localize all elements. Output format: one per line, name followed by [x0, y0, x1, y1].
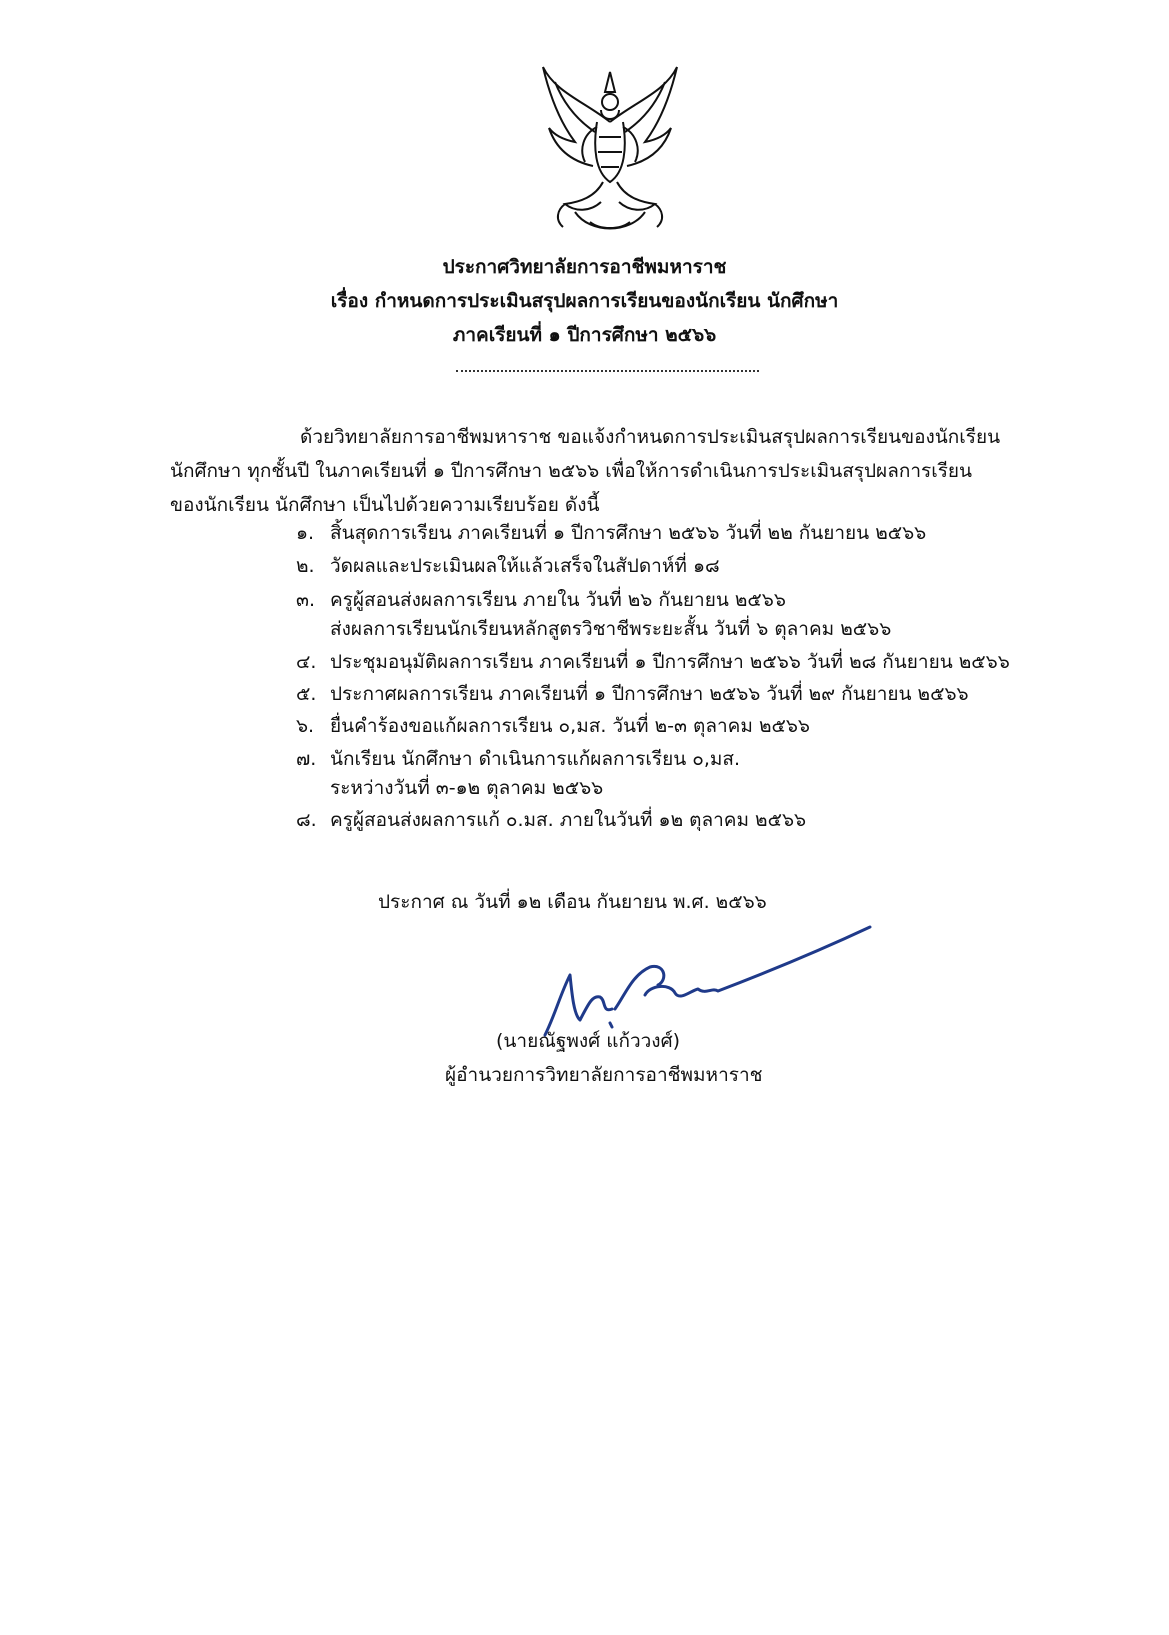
list-item-text-continued: ระหว่างวันที่ ๓-๑๒ ตุลาคม ๒๕๖๖: [330, 777, 604, 799]
list-item-text: ครูผู้สอนส่งผลการเรียน ภายใน วันที่ ๒๖ กันยายน ๒๕๖๖: [330, 589, 786, 611]
list-item-text: ประกาศผลการเรียน ภาคเรียนที่ ๑ ปีการศึกษา ๒๕๖๖ วันที่ ๒๙ กันยายน ๒๕๖๖: [330, 683, 969, 705]
list-item-number: ๘.: [296, 809, 317, 831]
list-item-text: ยื่นคำร้องขอแก้ผลการเรียน ๐,มส. วันที่ ๒-๓ ตุลาคม ๒๕๖๖: [330, 715, 810, 737]
list-item-number: ๑.: [296, 522, 315, 544]
list-item-text: วัดผลและประเมินผลให้แล้วเสร็จในสัปดาห์ที่ ๑๘: [330, 555, 720, 577]
dotted-divider: [456, 370, 759, 372]
intro-line-2: นักศึกษา ทุกชั้นปี ในภาคเรียนที่ ๑ ปีการศึกษา ๒๕๖๖ เพื่อให้การดำเนินการประเมินสรุปผลการเรียน: [170, 460, 973, 482]
announce-date: ประกาศ ณ วันที่ ๑๒ เดือน กันยายน พ.ศ. ๒๕๖๖: [378, 891, 767, 913]
intro-line-1: ด้วยวิทยาลัยการอาชีพมหาราช ขอแจ้งกำหนดการประเมินสรุปผลการเรียนของนักเรียน: [300, 426, 1001, 448]
list-item-text: นักเรียน นักศึกษา ดำเนินการแก้ผลการเรียน ๐,มส.: [330, 748, 741, 770]
announcement-title: ประกาศวิทยาลัยการอาชีพมหาราช: [442, 256, 727, 278]
list-item-number: ๒.: [296, 555, 315, 577]
list-item-text: ครูผู้สอนส่งผลการแก้ ๐.มส. ภายในวันที่ ๑๒ ตุลาคม ๒๕๖๖: [330, 809, 807, 831]
list-item-number: ๔.: [296, 651, 317, 673]
list-item-text-continued: ส่งผลการเรียนนักเรียนหลักสูตรวิชาชีพระยะสั้น วันที่ ๖ ตุลาคม ๒๕๖๖: [330, 618, 892, 640]
list-item-number: ๗.: [296, 748, 317, 770]
signatory-position: ผู้อำนวยการวิทยาลัยการอาชีพมหาราช: [445, 1064, 763, 1086]
signatory-name: (นายณัฐพงศ์ แก้ววงศ์): [496, 1030, 681, 1052]
announcement-subject: เรื่อง กำหนดการประเมินสรุปผลการเรียนของนักเรียน นักศึกษา: [330, 290, 839, 312]
list-item-text: สิ้นสุดการเรียน ภาคเรียนที่ ๑ ปีการศึกษา ๒๕๖๖ วันที่ ๒๒ กันยายน ๒๕๖๖: [330, 522, 927, 544]
announcement-term: ภาคเรียนที่ ๑ ปีการศึกษา ๒๕๖๖: [452, 324, 717, 346]
garuda-emblem-icon: [535, 62, 685, 240]
list-item-number: ๕.: [296, 683, 317, 705]
list-item-number: ๓.: [296, 589, 316, 611]
list-item-number: ๖.: [296, 715, 315, 737]
list-item-text: ประชุมอนุมัติผลการเรียน ภาคเรียนที่ ๑ ปีการศึกษา ๒๕๖๖ วันที่ ๒๘ กันยายน ๒๕๖๖: [330, 651, 1010, 673]
intro-line-3: ของนักเรียน นักศึกษา เป็นไปด้วยความเรียบร้อย ดังนี้: [170, 494, 600, 516]
